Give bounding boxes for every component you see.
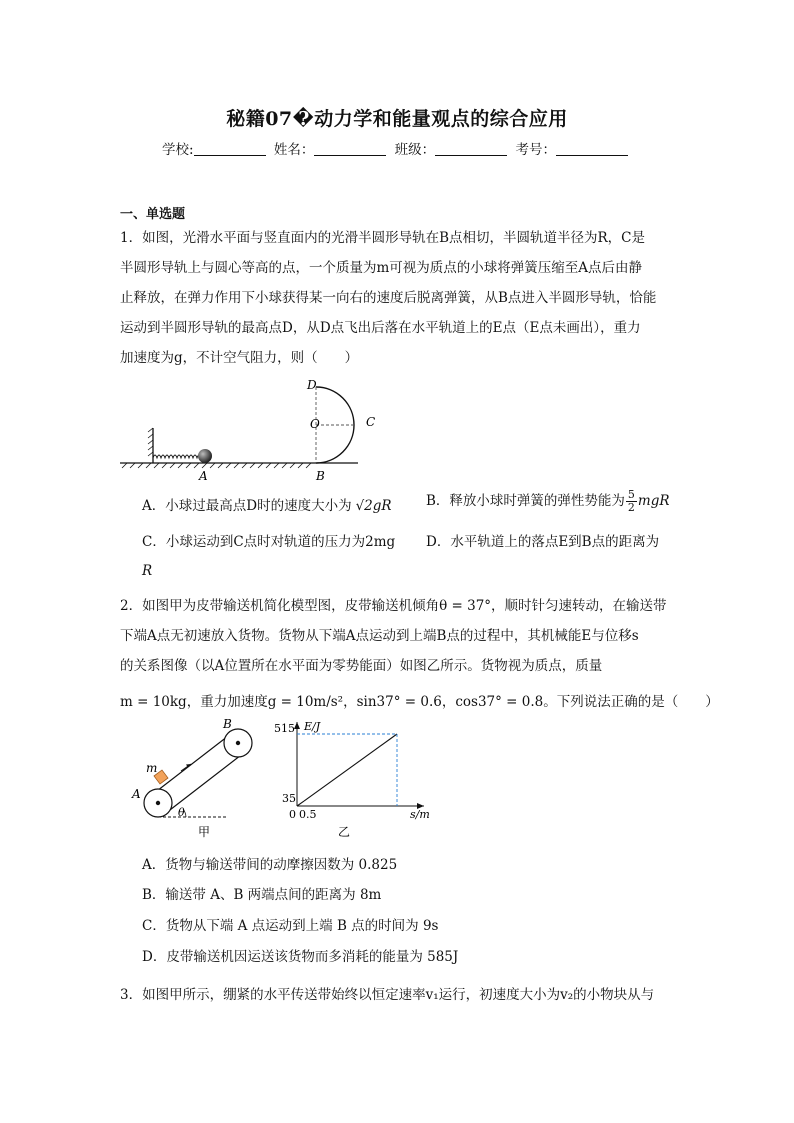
x-axis-label: s/m	[410, 808, 430, 821]
figure-yi-chart	[272, 716, 442, 840]
energy-line	[304, 734, 397, 801]
q1-figure	[118, 376, 388, 484]
label-C: C	[366, 415, 376, 429]
student-info-row	[0, 138, 794, 158]
figure-jia	[128, 716, 258, 840]
caption-yi: 乙	[338, 825, 351, 839]
belt-bottom	[166, 752, 245, 813]
school-blank[interactable]	[194, 141, 266, 156]
q1-option-d[interactable]: D．水平轨道上的落点E到B点的距离为	[426, 534, 660, 550]
label-theta: θ	[178, 806, 185, 819]
school-label: 学校:	[162, 142, 194, 158]
q1-option-c[interactable]: C．小球运动到C点时对轨道的压力为2mg	[142, 534, 396, 550]
label-B: B	[223, 717, 232, 731]
q1-line: 运动到半圆形导轨的最高点D，从D点飞出后落在水平轨道上的E点（E点未画出），重力	[120, 320, 641, 336]
caption-jia: 甲	[198, 825, 211, 839]
label-m: m	[146, 761, 158, 775]
q2-line: 2．如图甲为皮带输送机简化模型图，皮带输送机倾角θ = 37°，顺时针匀速转动，在输送带	[120, 598, 667, 614]
initial-segment	[297, 801, 304, 806]
q2-line: 的关系图像（以A位置所在水平面为零势能面）如图乙所示。货物视为质点，质量	[120, 658, 603, 674]
ball	[198, 449, 212, 463]
class-blank[interactable]	[435, 141, 507, 156]
y-tick-515: 515	[274, 722, 295, 735]
sqrt-expr: √2gR	[355, 498, 392, 514]
section-heading: 一、单选题	[120, 207, 186, 222]
q2-line: 下端A点无初速放入货物。货物从下端A点运动到上端B点的过程中，其机械能E与位移s	[120, 628, 639, 644]
q1-option-a[interactable]: A．小球过最高点D时的速度大小为 √2gR	[142, 498, 392, 514]
lower-axle	[156, 801, 160, 805]
x-tick-origin: 0	[289, 808, 296, 821]
fraction: $\frac{5}{2}$	[627, 488, 635, 514]
name-blank[interactable]	[314, 141, 386, 156]
wall-hatch	[148, 428, 153, 456]
belt-top	[153, 733, 232, 794]
q1-option-d-tail: R	[142, 563, 153, 579]
class-label: 班级：	[394, 142, 436, 158]
page-title: 秘籍07�动力学和能量观点的综合应用	[226, 108, 568, 130]
x-tick-0-5: 0.5	[299, 808, 317, 821]
ground-hatch	[122, 463, 311, 468]
upper-axle	[236, 741, 240, 745]
label-D: D	[307, 378, 317, 392]
q1-line: 1．如图，光滑水平面与竖直面内的光滑半圆形导轨在B点相切，半圆轨道半径为R，C是	[120, 230, 646, 246]
q2-option-c[interactable]: C．货物从下端 A 点运动到上端 B 点的时间为 9s	[142, 918, 439, 934]
q2-option-d[interactable]: D．皮带输送机因运送该货物而多消耗的能量为 585J	[142, 949, 459, 965]
q3-line: 3．如图甲所示，绷紧的水平传送带始终以恒定速率v₁运行，初速度大小为v₂的小物块从与	[120, 987, 655, 1003]
y-tick-35: 35	[282, 792, 296, 805]
q1-line: 半圆形导轨上与圆心等高的点，一个质量为m可视为质点的小球将弹簧压缩至A点后由静	[120, 260, 643, 276]
y-axis-label: E/J	[304, 720, 321, 733]
label-O: O	[310, 417, 320, 431]
q2-line: m = 10kg，重力加速度g = 10m/s²，sin37° = 0.6，cos37° = 0.8。下列说法正确的是（ ）	[120, 694, 719, 710]
q1-option-b[interactable]: B．释放小球时弹簧的弹性势能为 $\frac{5}{2}$ mgR	[426, 488, 670, 514]
q1-line: 止释放，在弹力作用下小球获得某一向右的速度后脱离弹簧，从B点进入半圆形导轨，恰能	[120, 290, 657, 306]
q2-option-a[interactable]: A．货物与输送带间的动摩擦因数为 0.825	[142, 857, 398, 873]
number-blank[interactable]	[556, 141, 628, 156]
label-B: B	[316, 469, 325, 483]
q2-option-b[interactable]: B．输送带 A、B 两端点间的距离为 8m	[142, 887, 382, 903]
number-label: 考号：	[515, 142, 556, 158]
q1-line: 加速度为g，不计空气阻力，则（ ）	[120, 350, 359, 366]
name-label: 姓名：	[273, 142, 315, 158]
label-A: A	[132, 787, 141, 801]
spring	[153, 455, 201, 458]
label-A: A	[199, 469, 208, 483]
